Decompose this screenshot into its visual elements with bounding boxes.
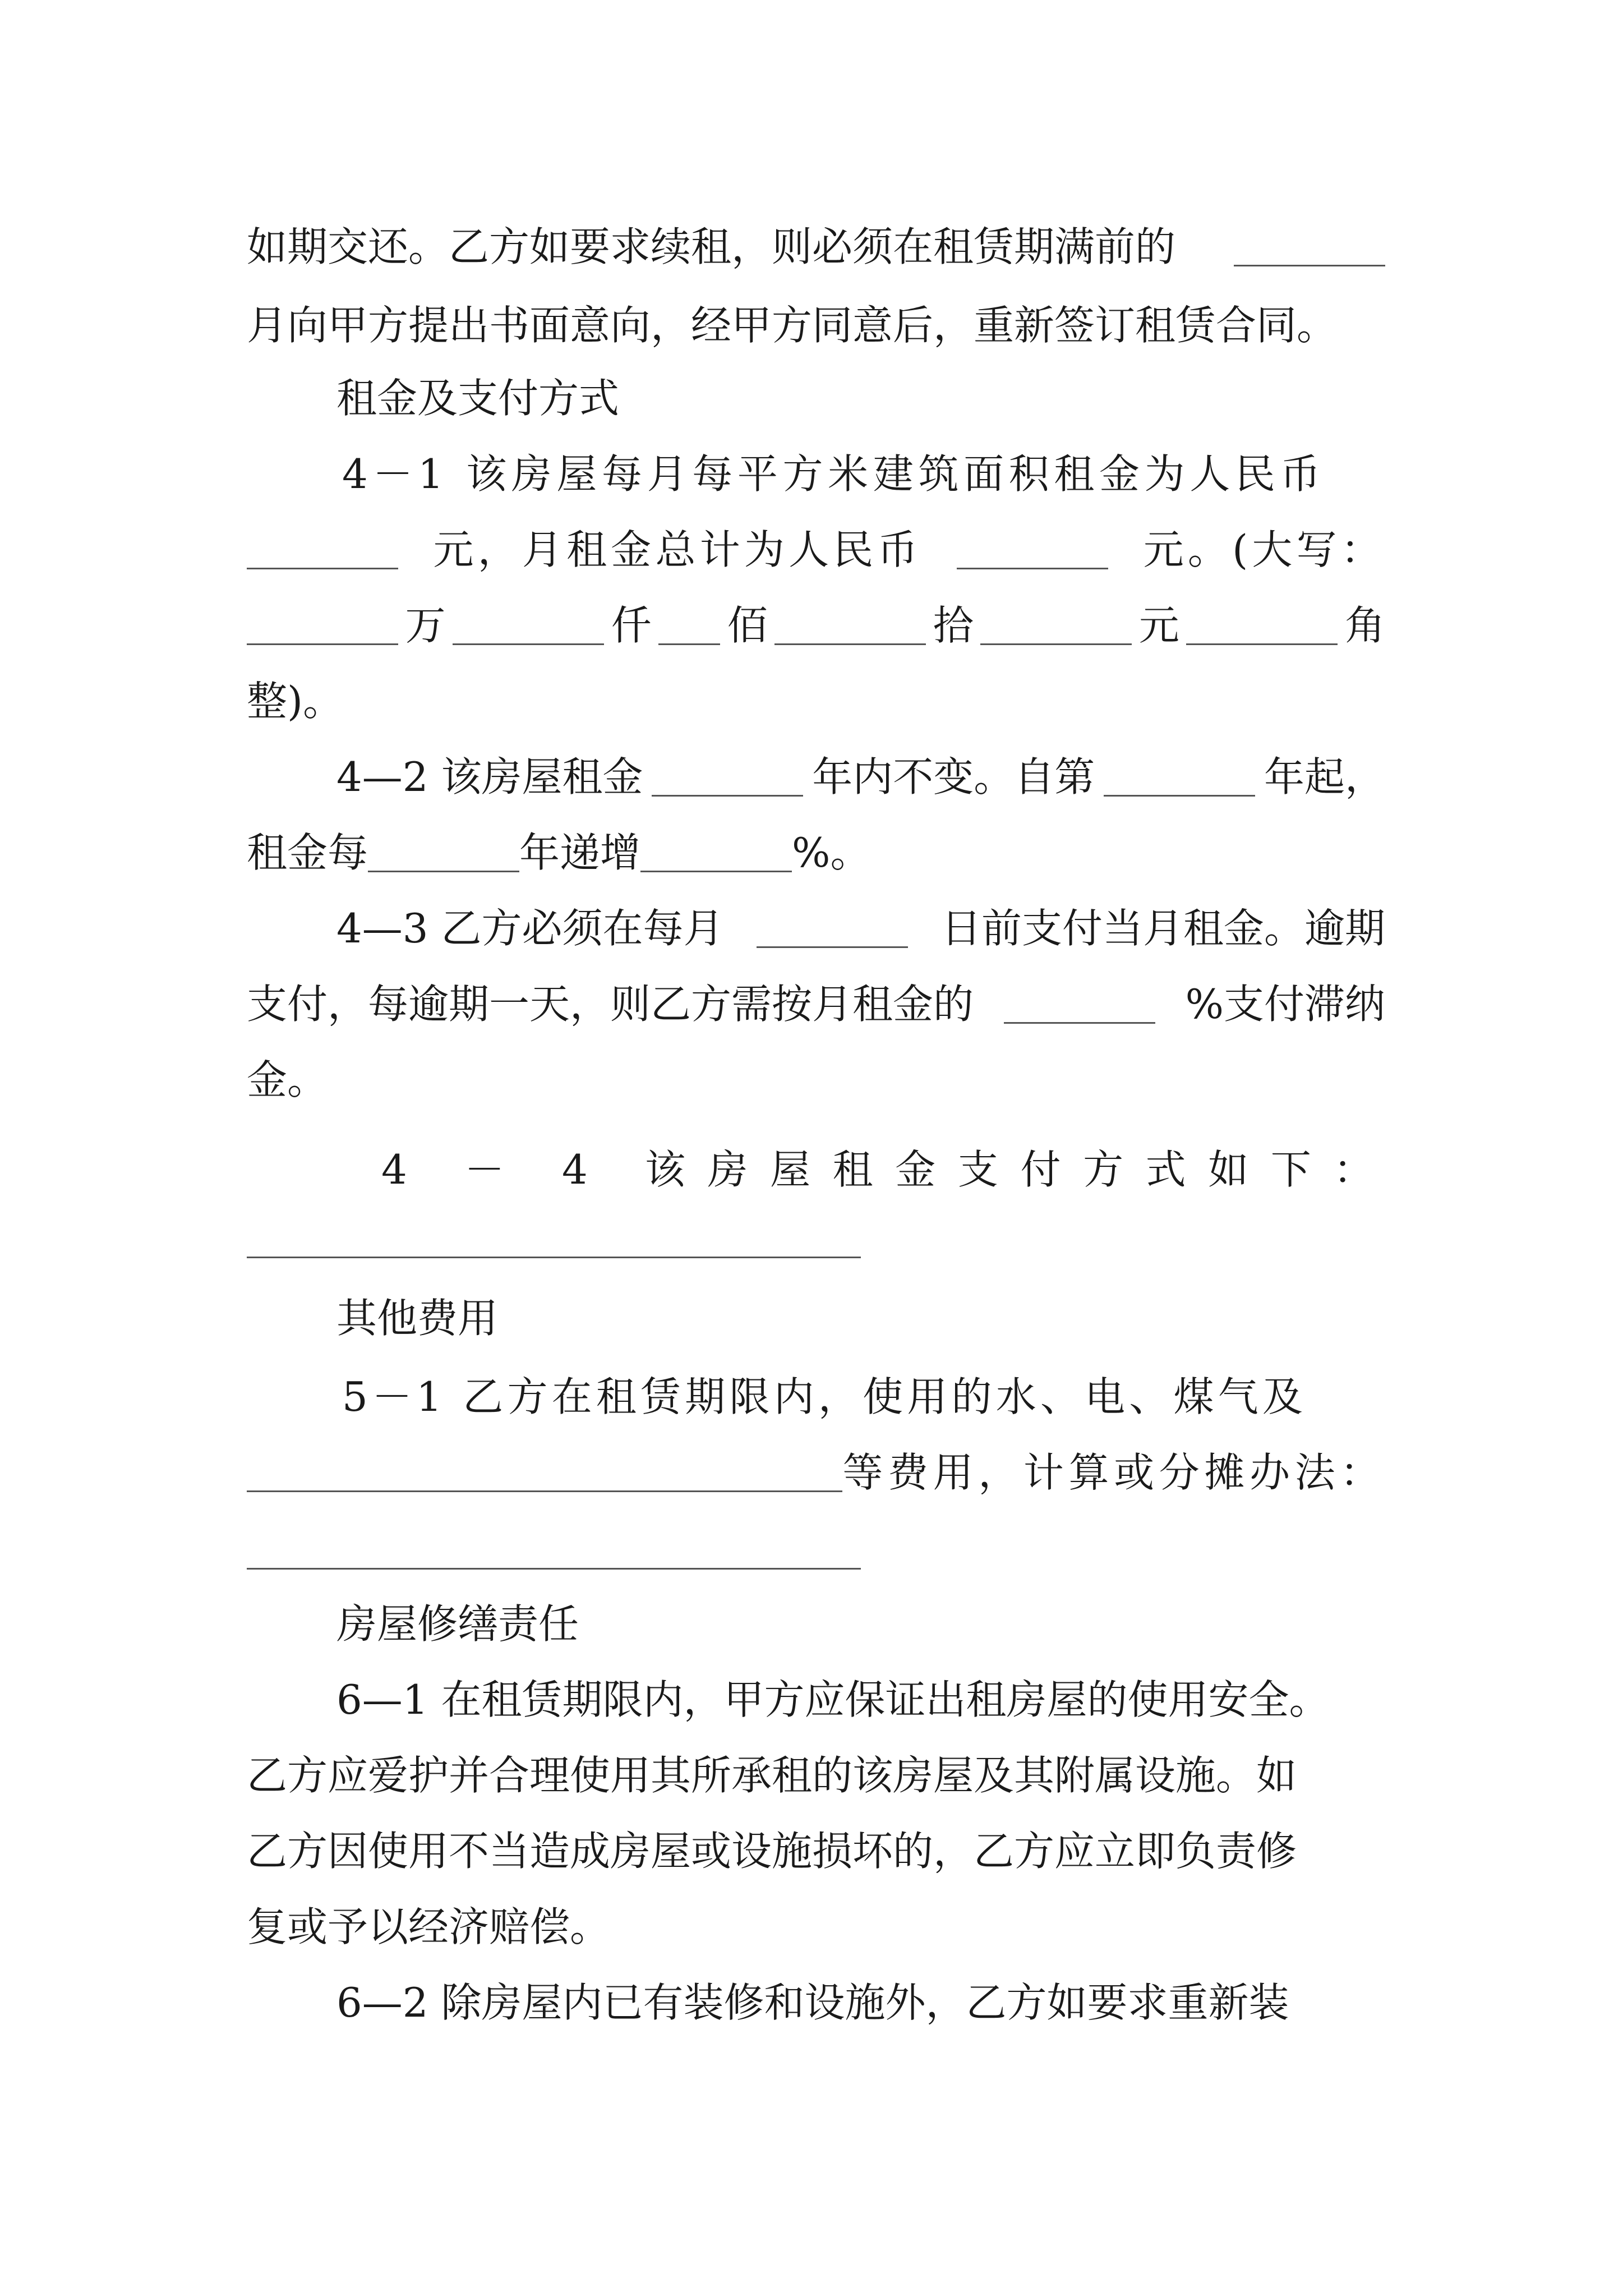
fill-blank-line[interactable] [247, 1257, 861, 1258]
unit-wan: 万 [405, 602, 446, 649]
text-segment: 日前支付当月租金。逾期 [940, 905, 1385, 952]
text-segment: 月向甲方提出书面意向，经甲方同意后，重新签订租赁合同。 [247, 302, 1338, 349]
paragraph-line [336, 900, 1385, 956]
text-segment: 年递增 [519, 829, 641, 876]
text-segment: 乙方应爱护并合理使用其所承租的该房屋及其附属设施。如 [247, 1752, 1297, 1799]
unit-bai: 佰 [727, 602, 768, 649]
text-segment: 其他费用 [336, 1295, 499, 1342]
fill-blank[interactable] [1004, 982, 1155, 1024]
paragraph-line [336, 749, 1385, 805]
text-segment: 乙方因使用不当造成房屋或设施损坏的，乙方应立即负责修 [247, 1828, 1297, 1875]
text-segment: 元，月租金总计为人民币 [433, 526, 922, 573]
paragraph-line [247, 1899, 1385, 1955]
unit-qian: 仟 [611, 602, 652, 649]
fill-blank[interactable] [368, 830, 519, 872]
section-heading [336, 1290, 1385, 1346]
text-segment: 复或予以经济赔偿。 [247, 1903, 611, 1950]
paragraph-line [247, 976, 1385, 1032]
fill-blank[interactable] [774, 603, 926, 645]
text-segment: 4－1 该房屋每月每平方米建筑面积租金为人民币 [342, 450, 1326, 498]
fill-blank[interactable] [1186, 603, 1338, 645]
fill-blank[interactable] [247, 1450, 842, 1492]
fill-blank[interactable] [980, 603, 1132, 645]
paragraph-line [342, 446, 1385, 502]
text-segment: 如期交还。乙方如要求续租，则必须在租赁期满前的 [247, 223, 1176, 270]
text-segment: 金。 [247, 1056, 328, 1103]
fill-blank[interactable] [658, 603, 720, 645]
paragraph-line [247, 219, 1385, 275]
paragraph-line [247, 1052, 1385, 1108]
paragraph-line [247, 673, 1385, 729]
text-segment: 4 － 4 该房屋租金支付方式如下： [381, 1146, 1396, 1193]
paragraph-line [247, 825, 1385, 881]
fill-blank[interactable] [640, 830, 792, 872]
text-segment: 等费用，计算或分摊办法： [842, 1449, 1385, 1496]
text-segment: 租金每 [247, 829, 368, 876]
paragraph-line [336, 1672, 1385, 1728]
text-segment: 5－1 乙方在租赁期限内，使用的水、电、煤气及 [342, 1373, 1307, 1420]
text-segment: 租金及支付方式 [336, 375, 620, 422]
unit-yuan: 元 [1138, 602, 1179, 649]
paragraph-line [247, 1747, 1385, 1803]
fill-blank[interactable] [247, 603, 398, 645]
text-segment: 年内不变。自第 [812, 753, 1095, 800]
text-segment: 6—1 在租赁期限内，甲方应保证出租房屋的使用安全。 [336, 1676, 1330, 1723]
paragraph-line [247, 1444, 1385, 1501]
paragraph-line [247, 597, 1385, 654]
paragraph-line [381, 1142, 1396, 1198]
fill-blank[interactable] [247, 527, 398, 569]
text-segment: 元。(大写： [1143, 526, 1385, 573]
paragraph-line [247, 522, 1385, 578]
fill-blank[interactable] [757, 906, 908, 948]
text-segment: 4—3 乙方必须在每月 [336, 905, 724, 952]
text-segment: 整)。 [247, 678, 344, 725]
paragraph-line [247, 1823, 1385, 1879]
paragraph-line [336, 1975, 1385, 2031]
text-segment: 房屋修缮责任 [336, 1600, 579, 1648]
unit-shi: 拾 [933, 602, 974, 649]
fill-blank[interactable] [453, 603, 604, 645]
text-segment: %。 [792, 829, 871, 876]
paragraph-line [247, 297, 1385, 353]
text-segment: 4—2 该房屋租金 [336, 753, 643, 800]
fill-blank[interactable] [652, 754, 803, 797]
section-heading [336, 1596, 1385, 1652]
text-segment: 支付，每逾期一天，则乙方需按月租金的 [247, 981, 974, 1028]
fill-blank[interactable] [957, 527, 1108, 569]
section-heading [336, 370, 1385, 426]
fill-blank[interactable] [1104, 754, 1255, 797]
text-segment: 年起， [1264, 753, 1385, 800]
unit-jiao: 角 [1344, 602, 1385, 649]
fill-blank-line[interactable] [247, 1568, 861, 1570]
fill-blank[interactable] [1234, 224, 1385, 266]
paragraph-line [342, 1369, 1385, 1425]
text-segment: 6—2 除房屋内已有装修和设施外，乙方如要求重新装 [336, 1979, 1289, 2026]
text-segment: %支付滞纳 [1185, 981, 1385, 1028]
